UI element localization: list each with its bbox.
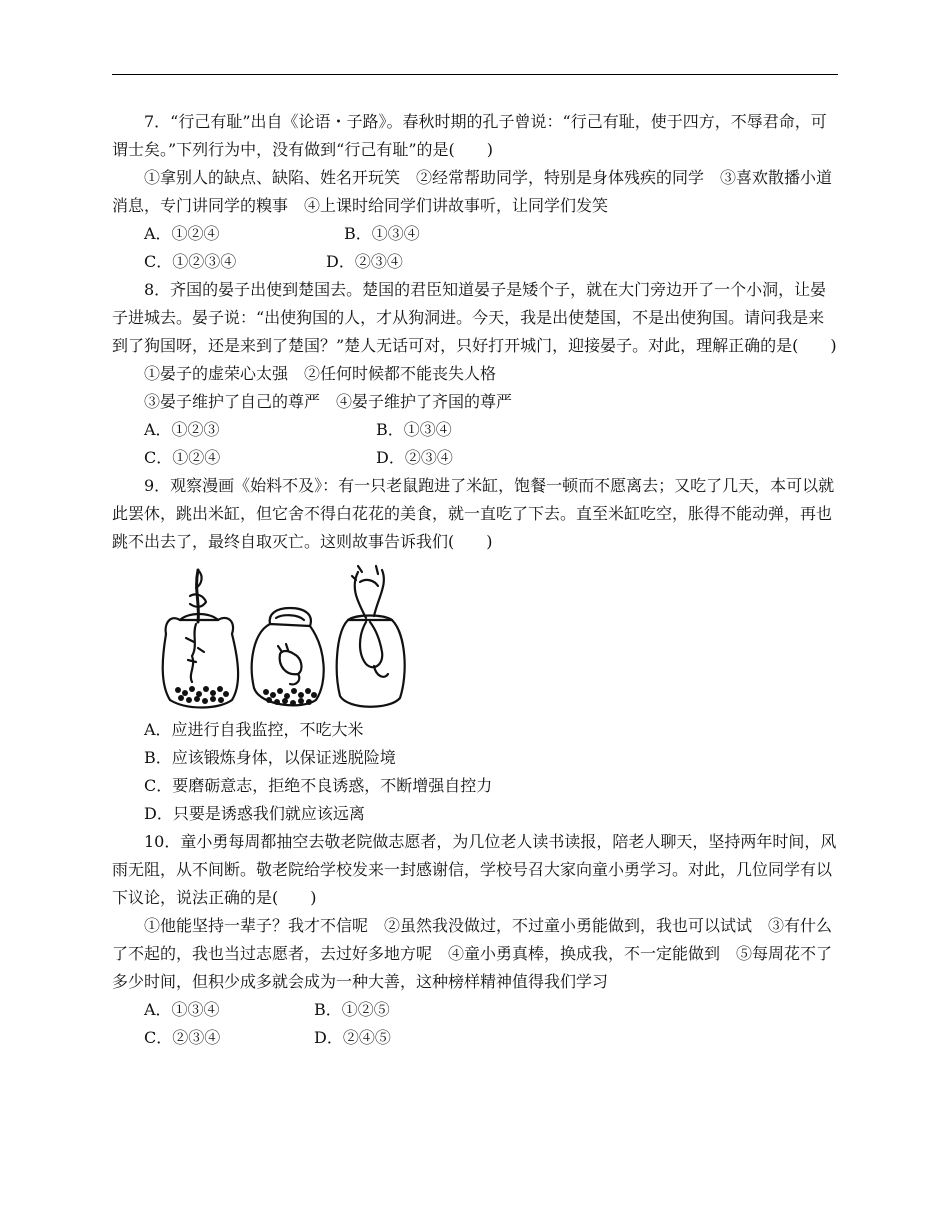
question-10-option-d[interactable]: D．②④⑤ [314,1028,391,1047]
question-8-option-a[interactable]: A．①②③ [144,420,220,439]
question-7-option-a[interactable]: A．①②④ [144,224,220,243]
question-10-option-c[interactable]: C．②③④ [144,1028,221,1047]
question-8-option-c[interactable]: C．①②④ [144,448,221,467]
jar-2-illustration [252,608,324,706]
question-7-option-b[interactable]: B．①③④ [344,224,420,243]
question-7-items: ①拿别人的缺点、缺陷、姓名开玩笑 ②经常帮助同学，特别是身体残疾的同学 ③喜欢散播小道消息，专门讲同学的糗事 ④上课时给同学们讲故事听，让同学们发笑 [112,168,833,215]
question-10-options-row-2 [112,1024,838,1052]
question-8-option-d[interactable]: D．②③④ [376,448,453,467]
question-7-option-c[interactable]: C．①②③④ [144,252,237,271]
question-8-stem: 8．齐国的晏子出使到楚国去。楚国的君臣知道晏子是矮个子，就在大门旁边开了一个小洞，让晏子进城去。晏子说：“出使狗国的人，才从狗洞进。今天，我是出使楚国，不是出使狗国。请问我是来到了狗国呀，还是来到了楚国？”楚人无话可对，只好打开城门，迎接晏子。对此，理解正确的是( ) [112,280,837,355]
question-9-option-b[interactable]: B．应该锻炼身体，以保证逃脱险境 [144,748,396,767]
question-8-items-2: ③晏子维护了自己的尊严 ④晏子维护了齐国的尊严 [144,392,513,411]
question-9-option-d[interactable]: D．只要是诱惑我们就应该远离 [144,804,365,823]
question-9-stem: 9．观察漫画《始料不及》：有一只老鼠跑进了米缸，饱餐一顿而不愿离去；又吃了几天，本可以就此罢休，跳出米缸，但它舍不得白花花的美食，就一直吃了下去。直至米缸吃空，胀得不能动弹，再也跳不出去了，最终自取灭亡。这则故事告诉我们( ) [112,476,835,551]
question-7-options-row-1 [112,220,838,248]
question-10-option-b[interactable]: B．①②⑤ [314,1000,390,1019]
header-rule [112,74,838,75]
question-8-option-b[interactable]: B．①③④ [376,420,452,439]
question-sheet [112,108,838,1052]
question-7-option-d[interactable]: D．②③④ [326,252,403,271]
question-10-option-a[interactable]: A．①③④ [144,1000,220,1019]
question-10-stem: 10．童小勇每周都抽空去敬老院做志愿者，为几位老人读书读报，陪老人聊天，坚持两年时间，风雨无阻，从不间断。敬老院给学校发来一封感谢信，学校号召大家向童小勇学习。对此，几位同学有以下议论，说法正确的是( ) [112,832,837,907]
cartoon-rat-in-rice-jar [152,562,482,712]
jar-3-illustration [337,566,405,707]
question-10-options-row-1 [112,996,838,1024]
question-10-items: ①他能坚持一辈子？我才不信呢 ②虽然我没做过，不过童小勇能做到，我也可以试试 ③有什么了不起的，我也当过志愿者，去过好多地方呢 ④童小勇真棒，换成我，不一定能做到 ⑤每周花不了多少时间，但积少成多就会成为一种大善，这种榜样精神值得我们学习 [112,916,833,991]
jar-1-illustration [163,570,238,708]
question-9-option-c[interactable]: C．要磨砺意志，拒绝不良诱惑，不断增强自控力 [144,776,493,795]
question-8-options-row-2 [112,444,838,472]
question-7-stem: 7．“行己有耻”出自《论语・子路》。春秋时期的孔子曾说：“行己有耻，使于四方，不辱君命，可谓士矣。”下列行为中，没有做到“行己有耻”的是( ) [112,112,827,159]
question-8-options-row-1 [112,416,838,444]
question-7-options-row-2 [112,248,838,276]
question-8-items-1: ①晏子的虚荣心太强 ②任何时候都不能丧失人格 [144,364,497,383]
question-9-option-a[interactable]: A．应进行自我监控，不吃大米 [144,720,364,739]
